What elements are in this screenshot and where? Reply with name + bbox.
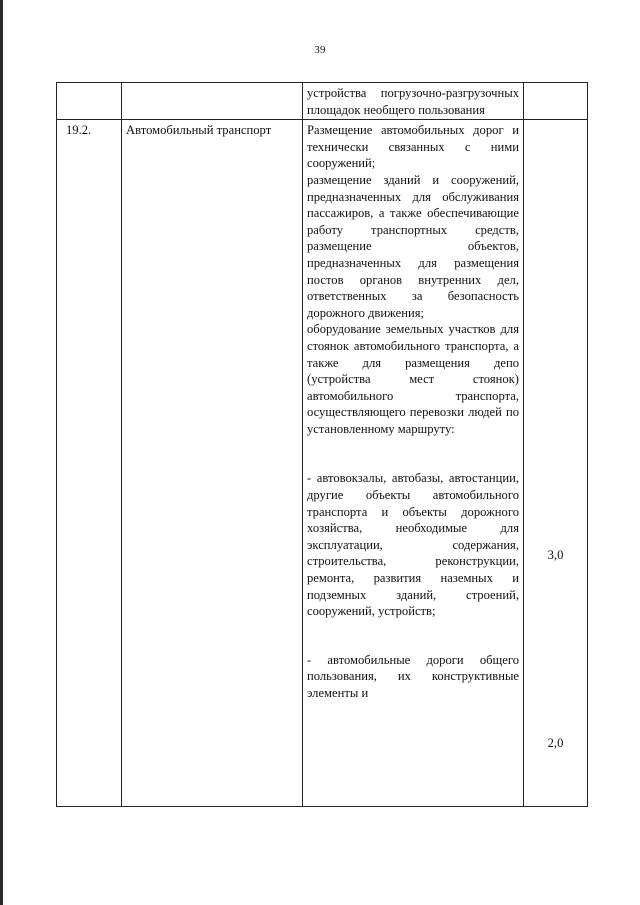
description-paragraph: оборудование земельных участков для стоянок автомобильного транспорта, а также для размещения депо (устройства мест стоянок) автомобильного транспорта, осуществляющего перевозки людей по установленному маршруту: [307,322,519,436]
value-cell [524,83,588,120]
name-cell [122,83,303,120]
spacer [307,620,519,652]
continuation-text: устройства погрузочно-разгрузочных площадок необщего пользования [307,86,519,117]
code-cell: 19.2. [57,120,122,807]
name-cell: Автомобильный транспорт [122,120,303,807]
list-item-text: - автовокзалы, автобазы, автостанции, другие объекты автомобильного транспорта и объекты дорожного хозяйства, необходимые для эксплуатации, содержания, строительства, реконструкции, ремонта, развития наземных и подземных зданий, строений, сооружений, устройств; [307,471,519,619]
list-item-value: 3,0 [547,548,564,563]
list-item-text: - автомобильные дороги общего пользования, их конструктивные элементы и [307,652,519,700]
value-cell [524,120,588,807]
description-cell [303,120,524,807]
regulation-table [56,82,588,807]
description-cell [303,83,524,120]
description-paragraph: Размещение автомобильных дорог и технически связанных с ними сооружений; [307,123,519,171]
spacer [307,437,519,470]
list-item-value: 2,0 [547,735,564,750]
table-row-continuation [57,83,588,120]
scan-edge [0,0,3,905]
code-cell [57,83,122,120]
table-row-19-2 [57,120,588,807]
page-number: 39 [314,44,326,56]
description-paragraph: размещение зданий и сооружений, предназначенных для обслуживания пассажиров, а также обеспечивающие работу транспортных средств, размещение объектов, предназначенных для размещения постов органов внутренних дел, ответственных за безопасность дорожного движения; [307,172,519,320]
